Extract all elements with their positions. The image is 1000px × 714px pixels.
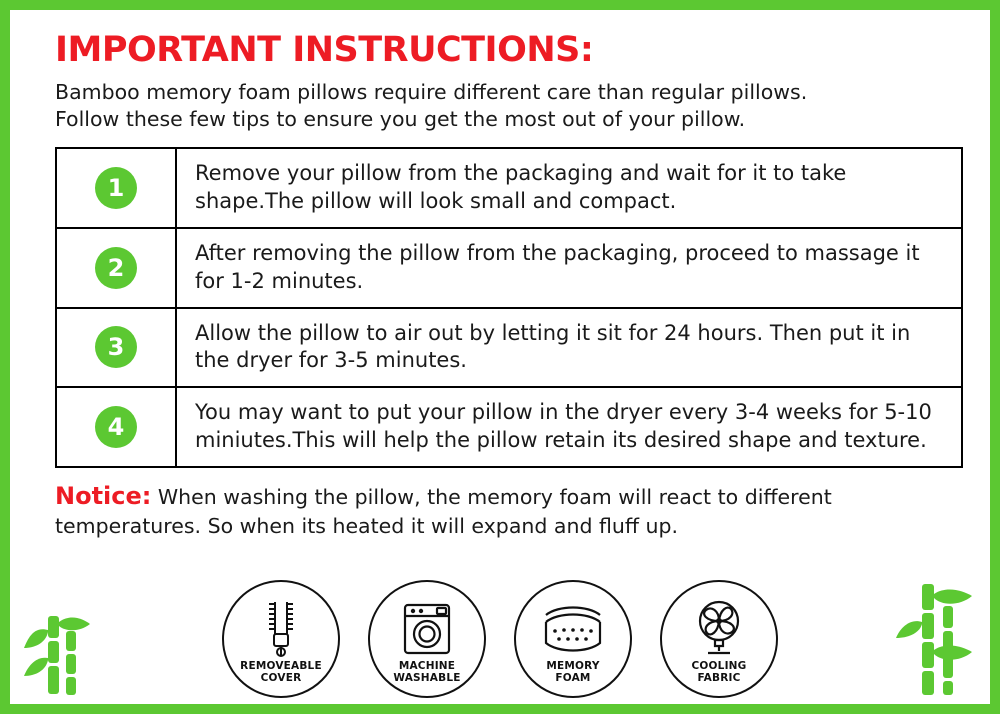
- step-text: Remove your pillow from the packaging and wait for it to take shape.The pillow will look small and compact.: [195, 160, 847, 213]
- step-number-badge: 3: [95, 326, 137, 368]
- table-row: [57, 229, 961, 309]
- table-row: [57, 309, 961, 389]
- step-number-cell: [57, 149, 177, 227]
- feature-badge-cooling-fabric: [660, 580, 778, 698]
- feature-badge-memory-foam: [514, 580, 632, 698]
- feature-badges: [10, 580, 990, 698]
- step-number-badge: 1: [95, 167, 137, 209]
- feature-label: MEMORY FOAM: [546, 660, 600, 685]
- feature-label: COOLING FABRIC: [691, 660, 747, 685]
- steps-table: [55, 147, 963, 468]
- fan-icon: [692, 598, 746, 660]
- notice-label: Notice:: [55, 482, 152, 511]
- notice-paragraph: [55, 481, 945, 540]
- step-number-badge: 2: [95, 247, 137, 289]
- feature-badge-removeable-cover: [222, 580, 340, 698]
- step-text: You may want to put your pillow in the dryer every 3-4 weeks for 5-10 miniutes.This will help the pillow retain its desired shape and texture.: [195, 400, 932, 453]
- feature-label: MACHINE WASHABLE: [393, 660, 461, 685]
- feature-badge-machine-washable: [368, 580, 486, 698]
- zipper-icon: [261, 598, 301, 660]
- step-number-cell: [57, 309, 177, 387]
- notice-text: When washing the pillow, the memory foam will react to different temperatures. So when its heated it will expand and fluff up.: [55, 485, 832, 539]
- intro-paragraph: [55, 79, 935, 133]
- step-number-cell: [57, 388, 177, 466]
- step-text: Allow the pillow to air out by letting it sit for 24 hours. Then put it in the dryer for 3-5 minutes.: [195, 320, 911, 373]
- intro-line-1: Bamboo memory foam pillows require different care than regular pillows.: [55, 79, 808, 104]
- intro-line-2: Follow these few tips to ensure you get the most out of your pillow.: [55, 106, 746, 131]
- step-text: After removing the pillow from the packaging, proceed to massage it for 1-2 minutes.: [195, 240, 920, 293]
- table-row: [57, 388, 961, 466]
- memory-foam-icon: [542, 598, 604, 660]
- step-number-badge: 4: [95, 406, 137, 448]
- table-row: [57, 149, 961, 229]
- washing-machine-icon: [399, 598, 455, 660]
- step-number-cell: [57, 229, 177, 307]
- page-title: IMPORTANT INSTRUCTIONS:: [55, 30, 594, 70]
- feature-label: REMOVEABLE COVER: [240, 660, 322, 685]
